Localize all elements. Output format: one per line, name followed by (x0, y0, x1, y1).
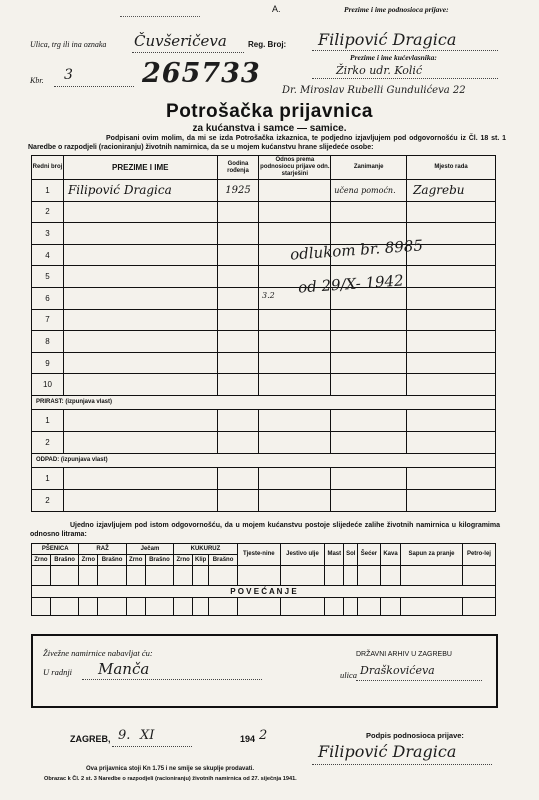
footer-year-prefix: 194 (240, 734, 256, 744)
birth-year (217, 266, 259, 288)
persons-table (31, 155, 496, 512)
person-name (63, 287, 217, 309)
workplace (407, 287, 496, 309)
owner-label: Prezime i ime kućevlasnika: (350, 53, 437, 62)
col-header-year: Godina rođenja (217, 156, 259, 180)
person-name (63, 201, 217, 223)
footer-year-suffix: 2 (259, 728, 268, 743)
empty-cell (462, 566, 495, 586)
birth-year (217, 287, 259, 309)
increase-value-row (32, 598, 496, 616)
person-name (63, 331, 217, 353)
table-row (32, 244, 496, 266)
supplies-table (31, 543, 496, 616)
row-number: 1 (32, 467, 64, 489)
relation (259, 201, 331, 223)
table-row (32, 266, 496, 288)
row-number: 1 (32, 180, 64, 202)
empty-cell (325, 566, 344, 586)
empty-cell (358, 598, 381, 616)
person-name: Filipović Dragica (63, 180, 217, 202)
table-row (32, 309, 496, 331)
empty-cell (174, 598, 193, 616)
empty-cell (98, 566, 127, 586)
row-number: 1 (32, 409, 64, 431)
row-number: 4 (32, 244, 64, 266)
empty-cell (401, 598, 463, 616)
kbr-value: 3 (64, 67, 73, 83)
col-header-workplace: Mjesto rada (407, 156, 496, 180)
group-raz: RAŽ (79, 544, 126, 555)
empty-cell (50, 566, 79, 586)
row-number: 2 (32, 201, 64, 223)
relation (259, 223, 331, 245)
workplace (407, 352, 496, 374)
empty-cell (325, 598, 344, 616)
supplies-value-row (32, 566, 496, 586)
workplace (407, 201, 496, 223)
birth-year (217, 331, 259, 353)
table-row (32, 374, 496, 396)
empty-cell (79, 598, 98, 616)
empty-cell (259, 489, 331, 511)
empty-cell (63, 467, 217, 489)
group-kukuruz: KUKURUZ (174, 544, 238, 555)
sign-label: Podpis podnosioca prijave: (366, 731, 464, 740)
other-ulje: Jestivo ulje (280, 544, 324, 566)
empty-cell (259, 431, 331, 453)
row-number: 8 (32, 331, 64, 353)
birth-year (217, 223, 259, 245)
owner-value: Žirko udr. Kolić (336, 64, 423, 77)
empty-cell (407, 409, 496, 431)
table-row (32, 331, 496, 353)
supplies-intro: Ujedno izjavljujem pod istom odgovornošću, da u mojem kućanstvu postoje slijedeće zalihe životnih namirnica u kilogramima odnosno litrama: (30, 522, 500, 538)
birth-year (217, 352, 259, 374)
empty-cell (63, 431, 217, 453)
table-row (32, 180, 496, 202)
empty-cell (407, 431, 496, 453)
procurement-street-label: ulica (340, 670, 357, 680)
applicant-line (312, 50, 498, 51)
subcol-header: Brašno (209, 555, 238, 566)
annotation-small: 3.2 (262, 291, 275, 300)
workplace: Zagrebu (407, 180, 496, 202)
empty-cell (217, 489, 259, 511)
empty-cell (209, 566, 238, 586)
empty-cell (280, 566, 324, 586)
empty-cell (344, 566, 358, 586)
empty-cell (145, 566, 174, 586)
empty-cell (358, 566, 381, 586)
procurement-label: Živežne namirnice nabavljat ću: (43, 648, 153, 658)
row-number: 5 (32, 266, 64, 288)
empty-cell (407, 489, 496, 511)
other-sapun: Sapun za pranje (401, 544, 463, 566)
other-mast: Mast (325, 544, 344, 566)
persons-header-row (32, 156, 496, 180)
person-name (63, 374, 217, 396)
prirast-body (32, 409, 496, 453)
odpad-row (32, 453, 496, 467)
table-row (32, 489, 496, 511)
price-note: Ova prijavnica stoji Kn 1.75 i ne smije se skuplje prodavati. (86, 766, 255, 772)
row-number: 2 (32, 431, 64, 453)
occupation (331, 374, 407, 396)
col-header-relation: Odnos prema podnosiocu prijave odn. starješini (259, 156, 331, 180)
empty-cell (79, 566, 98, 586)
birth-year: 1925 (217, 180, 259, 202)
table-row (32, 201, 496, 223)
annotation-line2: od 29/X- 1942 (297, 271, 405, 297)
empty-cell (344, 598, 358, 616)
footer-place: ZAGREB, (70, 734, 111, 744)
odpad-body (32, 467, 496, 511)
empty-cell (331, 431, 407, 453)
other-petrolej: Petro-lej (462, 544, 495, 566)
empty-cell (217, 467, 259, 489)
table-row (32, 431, 496, 453)
subcol-header: Zrno (32, 555, 51, 566)
form-title: Potrošačka prijavnica (166, 101, 373, 122)
empty-cell (380, 598, 400, 616)
col-header-occupation: Zanimanje (331, 156, 407, 180)
owner-extra: Dr. Miroslav Rubelli Gundulićeva 22 (282, 85, 466, 96)
birth-year (217, 309, 259, 331)
group-psenica: PŠENICA (32, 544, 79, 555)
person-name (63, 266, 217, 288)
persons-body (32, 180, 496, 396)
person-name (63, 309, 217, 331)
person-name (63, 223, 217, 245)
relation (259, 309, 331, 331)
shop-value: Manča (98, 660, 150, 678)
empty-cell (380, 566, 400, 586)
person-name (63, 352, 217, 374)
occupation (331, 201, 407, 223)
signature-line (312, 764, 492, 765)
form-subtitle: za kućanstva i samce — samice. (192, 123, 347, 134)
empty-cell (237, 566, 280, 586)
empty-cell (50, 598, 79, 616)
empty-cell (193, 566, 209, 586)
odpad-label: ODPAD: (izpunjava vlast) (32, 453, 496, 467)
other-tjestenine: Tjeste-nine (237, 544, 280, 566)
other-kava: Kava (380, 544, 400, 566)
footer-day: 9. (118, 728, 131, 743)
kbr-line (54, 86, 134, 87)
row-number: 2 (32, 489, 64, 511)
workplace (407, 266, 496, 288)
empty-cell (217, 431, 259, 453)
subcol-header: Brašno (145, 555, 174, 566)
empty-cell (401, 566, 463, 586)
empty-cell (145, 598, 174, 616)
birth-year (217, 374, 259, 396)
procurement-street-line (356, 680, 482, 681)
empty-cell (126, 598, 145, 616)
kbr-label: Kbr. (30, 76, 44, 85)
other-secer: Šećer (358, 544, 381, 566)
empty-cell (407, 467, 496, 489)
empty-cell (63, 409, 217, 431)
workplace (407, 331, 496, 353)
relation (259, 352, 331, 374)
relation (259, 331, 331, 353)
group-jecam: Ječam (126, 544, 173, 555)
birth-year (217, 201, 259, 223)
street-value: Čuvšeričeva (134, 32, 227, 50)
applicant-value: Filipović Dragica (318, 30, 457, 49)
empty-cell (174, 566, 193, 586)
prirast-row (32, 395, 496, 409)
empty-cell (63, 489, 217, 511)
street-line (132, 52, 244, 53)
empty-cell (98, 598, 127, 616)
occupation: učena pomoćn. (331, 180, 407, 202)
table-row (32, 467, 496, 489)
shop-label: U radnji (43, 667, 73, 677)
row-number: 10 (32, 374, 64, 396)
empty-cell (331, 409, 407, 431)
workplace (407, 374, 496, 396)
prirast-label: PRIRAST: (izpunjava vlast) (32, 395, 496, 409)
subcol-header: Brašno (98, 555, 127, 566)
empty-cell (32, 566, 51, 586)
footer-month: XI (140, 728, 155, 743)
table-row (32, 409, 496, 431)
empty-cell (237, 598, 280, 616)
reg-number: 265733 (142, 58, 261, 89)
table-row (32, 352, 496, 374)
applicant-label: Prezime i ime podnosioca prijave: (344, 5, 449, 14)
col-header-no: Redni broj (32, 156, 64, 180)
subcol-header: Zrno (79, 555, 98, 566)
empty-cell (259, 409, 331, 431)
subcol-header: Brašno (50, 555, 79, 566)
owner-line (312, 78, 498, 79)
empty-cell (126, 566, 145, 586)
birth-year (217, 244, 259, 266)
occupation (331, 309, 407, 331)
increase-row (32, 586, 496, 598)
row-number: 3 (32, 223, 64, 245)
occupation (331, 352, 407, 374)
annotation-line1: odlukom br. 8985 (289, 236, 424, 264)
row-number: 7 (32, 309, 64, 331)
row-number: 6 (32, 287, 64, 309)
relation (259, 374, 331, 396)
other-sol: Sol (344, 544, 358, 566)
archive-stamp: DRŽAVNI ARHIV U ZAGREBU (356, 651, 452, 658)
workplace (407, 309, 496, 331)
row-number: 9 (32, 352, 64, 374)
reg-label: Reg. Broj: (248, 40, 287, 49)
supplies-group-row (32, 544, 496, 555)
top-rule (120, 16, 200, 17)
occupation (331, 331, 407, 353)
signature: Filipović Dragica (318, 742, 457, 761)
form-note: Obrazac k Čl. 2 st. 3 Naredbe o razpodjeli (racioniranju) životnih namirnica od 27. siječnja 1941. (44, 776, 297, 782)
subcol-header: Zrno (174, 555, 193, 566)
corner-mark: A. (272, 4, 281, 14)
empty-cell (462, 598, 495, 616)
table-row (32, 223, 496, 245)
empty-cell (280, 598, 324, 616)
subcol-header: Zrno (126, 555, 145, 566)
procurement-street-value: Draškovićeva (360, 664, 435, 677)
relation (259, 180, 331, 202)
declaration-text: Podpisani ovim molim, da mi se izda Potrošačka izkaznica, te podjedno izjavljujem pod odgovornošću iz Čl. 18 st. 1 Naredbe o razpodjeli (racioniranju) životnih namirnica, da se u mojem kućanstvu hrane slijedeće osobe: (28, 135, 506, 151)
empty-cell (331, 467, 407, 489)
increase-label: P O V E Ć A N J E (32, 586, 496, 598)
empty-cell (259, 467, 331, 489)
col-header-name: PREZIME I IME (63, 156, 217, 180)
empty-cell (331, 489, 407, 511)
shop-line (82, 679, 262, 680)
empty-cell (32, 598, 51, 616)
street-label: Ulica, trg ili ina oznaka (30, 40, 107, 49)
empty-cell (193, 598, 209, 616)
empty-cell (217, 409, 259, 431)
empty-cell (209, 598, 238, 616)
subcol-header: Klip (193, 555, 209, 566)
footer-date-line (112, 746, 192, 747)
person-name (63, 244, 217, 266)
